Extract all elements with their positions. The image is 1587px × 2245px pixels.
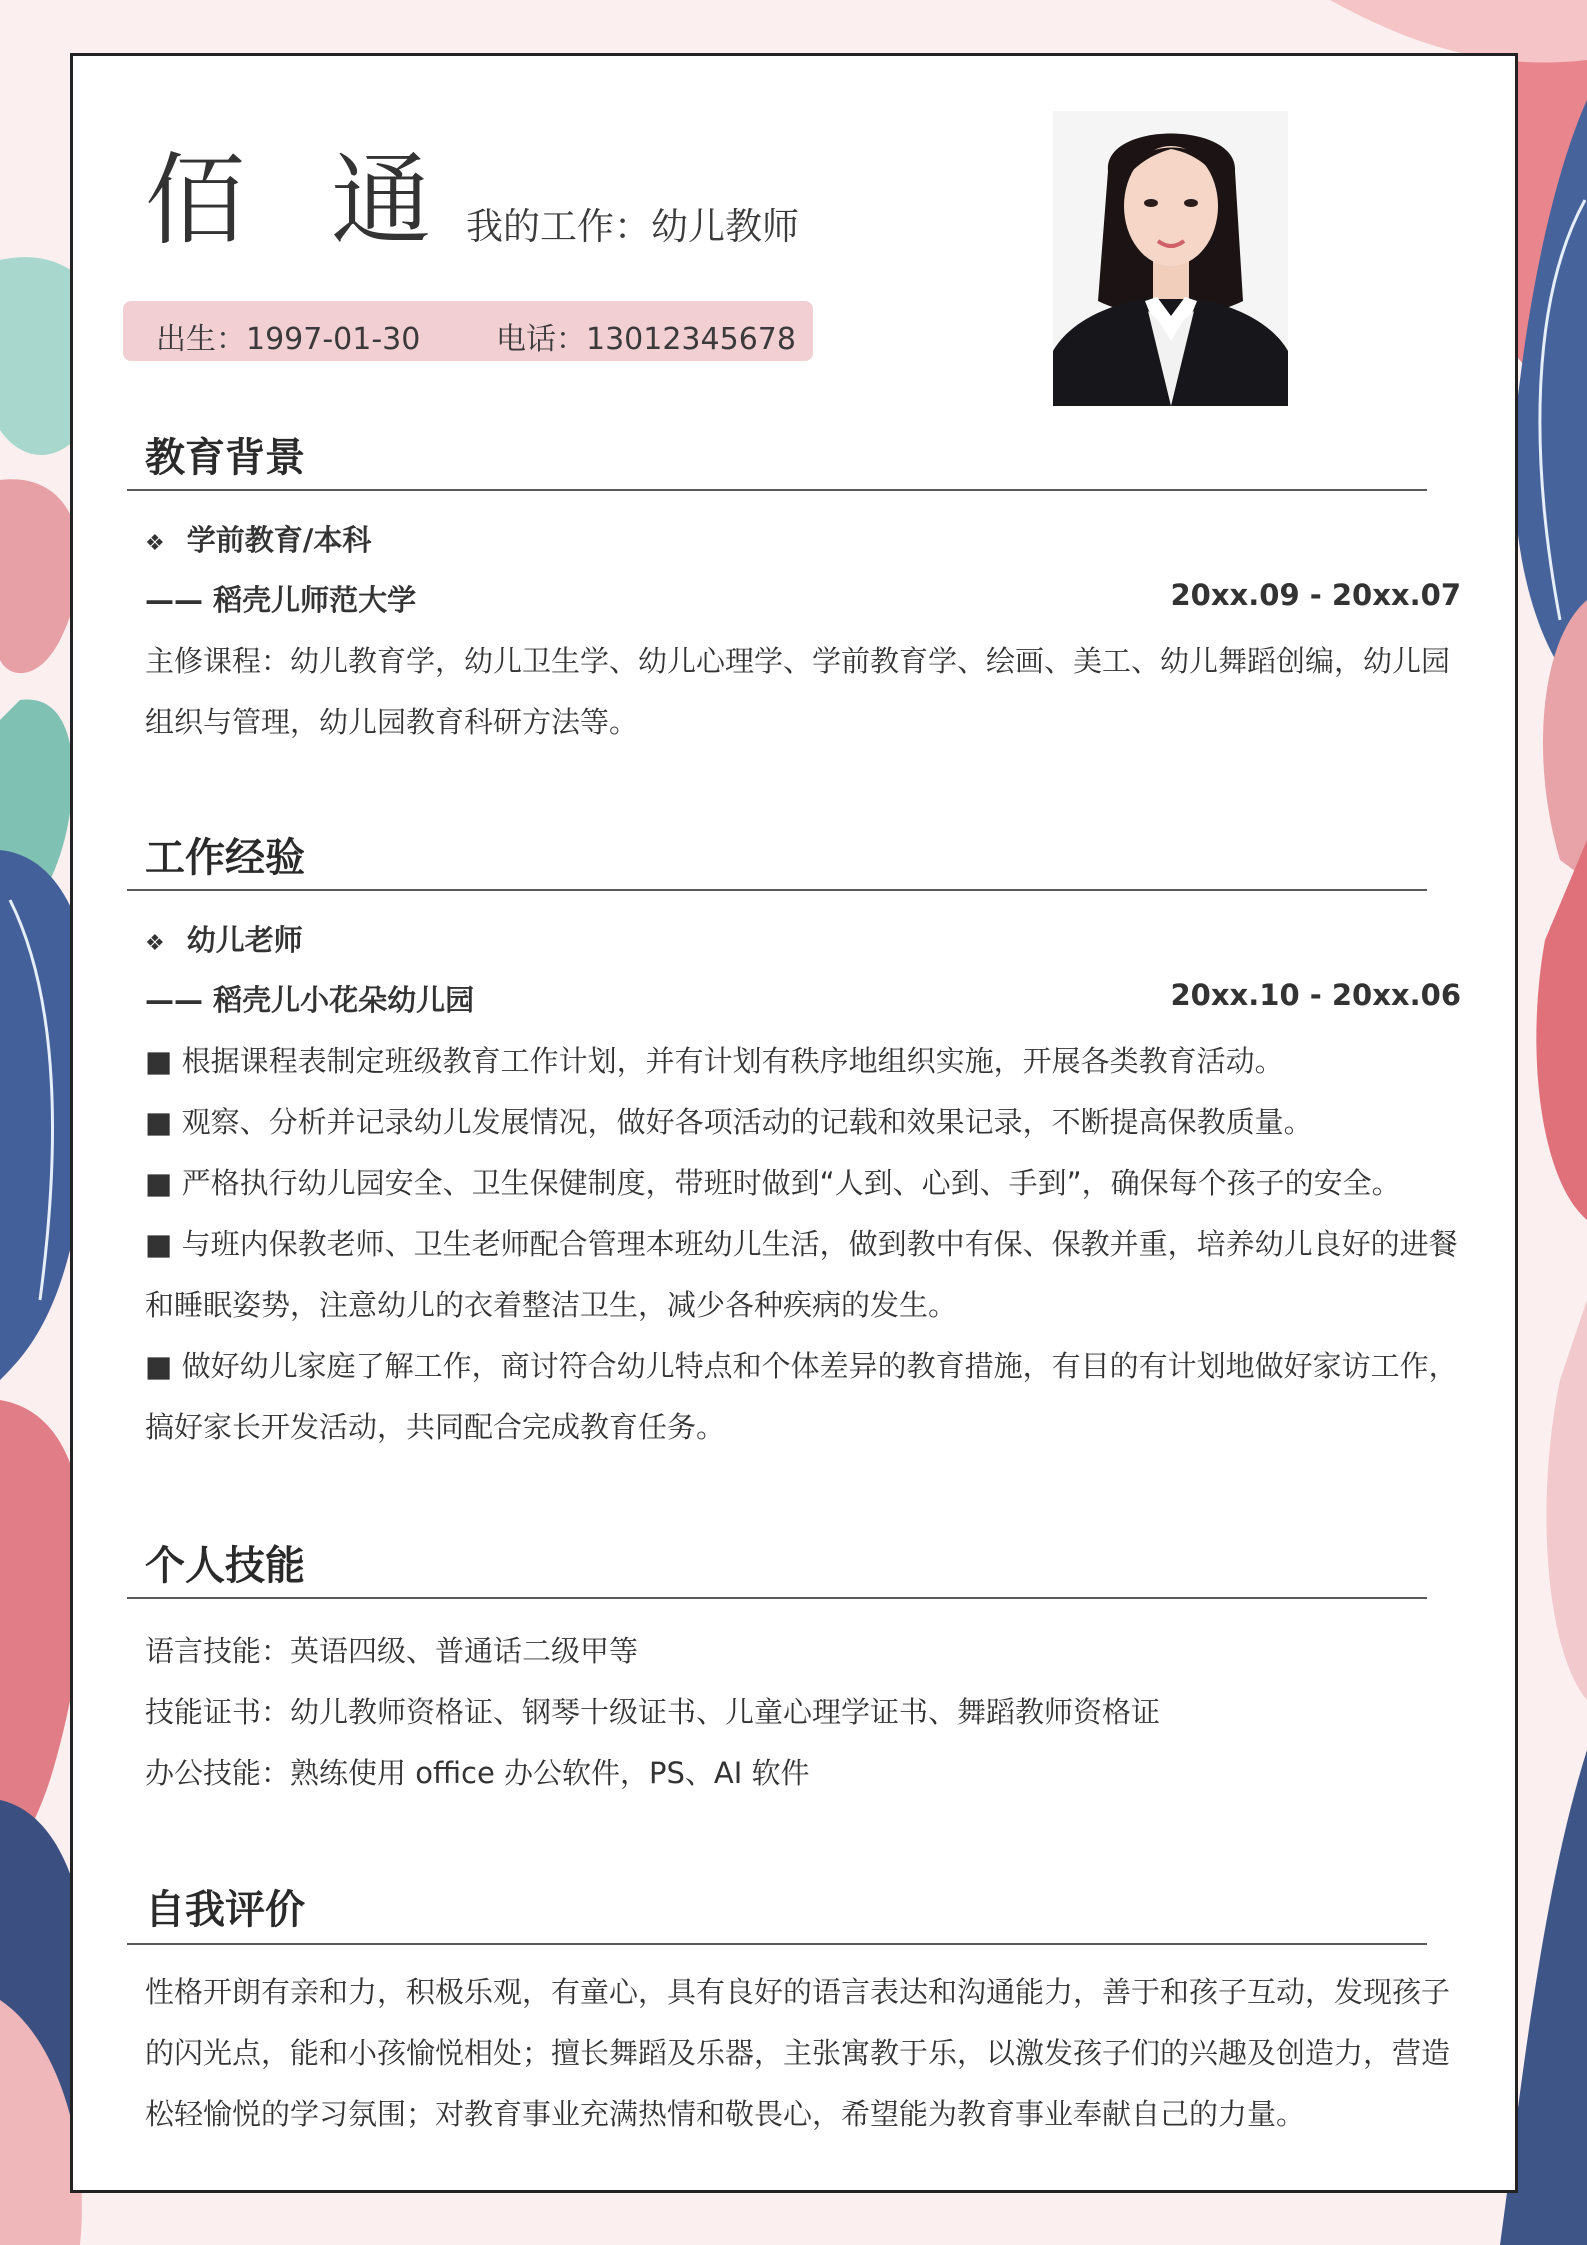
self-eval-line: 性格开朗有亲和力，积极乐观，有童心，具有良好的语言表达和沟通能力，善于和孩子互动，发现孩子 <box>145 1975 1451 2009</box>
work-duty-line: ■ 根据课程表制定班级教育工作计划，并有计划有秩序地组织实施，开展各类教育活动。 <box>145 1044 1284 1078</box>
profile-photo <box>1053 111 1288 406</box>
education-degree: 学前教育/本科 <box>186 523 372 557</box>
education-section-title: 教育背景 <box>145 435 305 481</box>
work-company: —— 稻壳儿小花朵幼儿园 <box>145 983 475 1017</box>
phone-number: 电话：13012345678 <box>496 322 796 357</box>
job-title: 我的工作：幼儿教师 <box>466 205 799 248</box>
education-courses-line-2: 组织与管理，幼儿园教育科研方法等。 <box>145 705 639 739</box>
work-section-title: 工作经验 <box>145 835 305 881</box>
work-duty-line: 搞好家长开发活动，共同配合完成教育任务。 <box>145 1410 726 1444</box>
education-divider <box>127 489 1427 491</box>
education-period: 20xx.09 - 20xx.07 <box>1170 578 1461 612</box>
self-eval-line: 松轻愉悦的学习氛围；对教育事业充满热情和敬畏心，希望能为教育事业奉献自己的力量。 <box>145 2097 1306 2131</box>
self-eval-divider <box>127 1943 1427 1945</box>
work-duty-line: ■ 与班内保教老师、卫生老师配合管理本班幼儿生活，做到教中有保、保教并重，培养幼儿良好的进餐 <box>145 1227 1458 1261</box>
diamond-bullet-icon: ❖ <box>145 931 165 956</box>
skill-line: 技能证书：幼儿教师资格证、钢琴十级证书、儿童心理学证书、舞蹈教师资格证 <box>145 1695 1161 1729</box>
education-degree-row <box>145 518 371 559</box>
person-name: 佰通 <box>145 142 517 259</box>
work-divider <box>127 889 1427 891</box>
work-duty-line: ■ 严格执行幼儿园安全、卫生保健制度，带班时做到“人到、心到、手到”，确保每个孩子的安全。 <box>145 1166 1401 1200</box>
diamond-bullet-icon: ❖ <box>145 531 165 556</box>
skill-line: 语言技能：英语四级、普通话二级甲等 <box>145 1634 639 1668</box>
contact-bar <box>123 301 813 361</box>
birth-date: 出生：1997-01-30 <box>156 322 421 357</box>
work-duty-line: ■ 观察、分析并记录幼儿发展情况，做好各项活动的记载和效果记录，不断提高保教质量。 <box>145 1105 1313 1139</box>
work-position-row <box>145 918 303 959</box>
skills-divider <box>127 1597 1427 1599</box>
self-eval-section-title: 自我评价 <box>145 1887 305 1933</box>
education-courses-line-1: 主修课程：幼儿教育学，幼儿卫生学、幼儿心理学、学前教育学、绘画、美工、幼儿舞蹈创编，幼儿园 <box>145 644 1451 678</box>
skill-line: 办公技能：熟练使用 office 办公软件，PS、AI 软件 <box>145 1756 810 1790</box>
resume-card <box>70 53 1518 2193</box>
education-school: —— 稻壳儿师范大学 <box>145 583 417 617</box>
self-eval-line: 的闪光点，能和小孩愉悦相处；擅长舞蹈及乐器，主张寓教于乐，以激发孩子们的兴趣及创造力，营造 <box>145 2036 1451 2070</box>
work-position: 幼儿老师 <box>186 923 303 957</box>
work-duty-line: ■ 做好幼儿家庭了解工作，商讨符合幼儿特点和个体差异的教育措施，有目的有计划地做好家访工作， <box>145 1349 1458 1383</box>
work-duty-line: 和睡眠姿势，注意幼儿的衣着整洁卫生，减少各种疾病的发生。 <box>145 1288 958 1322</box>
work-period: 20xx.10 - 20xx.06 <box>1170 978 1461 1012</box>
skills-section-title: 个人技能 <box>145 1543 305 1589</box>
